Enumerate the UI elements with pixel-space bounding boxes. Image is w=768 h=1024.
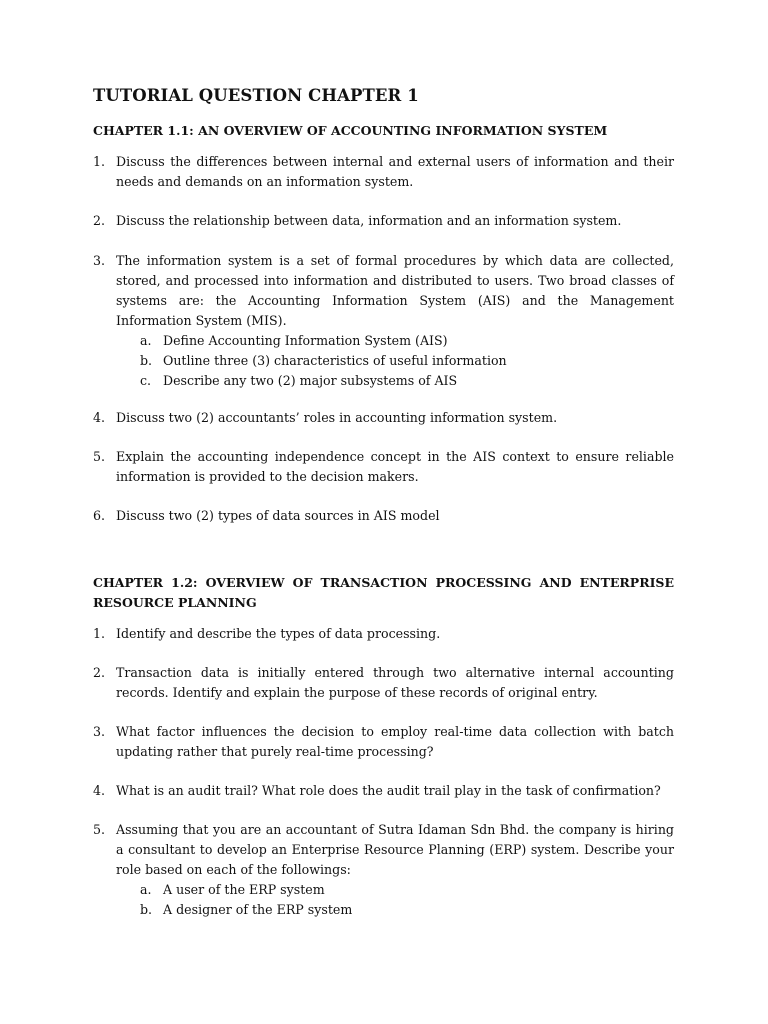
subitem: [116, 351, 674, 371]
question-text: Discuss two (2) types of data sources in AIS model: [116, 508, 440, 523]
subitem-text: Outline three (3) characteristics of useful information: [163, 353, 507, 368]
question-number: 5.: [93, 822, 106, 837]
subitem-text: Define Accounting Information System (AIS): [163, 333, 448, 348]
section-heading-1-2: CHAPTER 1.2: OVERVIEW OF TRANSACTION PROCESSING AND ENTERPRISE RESOURCE PLANNING: [93, 575, 674, 610]
subitem-text: A designer of the ERP system: [163, 902, 353, 917]
subitem-list: [116, 331, 674, 391]
subitem-letter: a.: [140, 882, 152, 897]
question-text: Explain the accounting independence concept in the AIS context to ensure reliable information is provided to the decision makers.: [116, 449, 674, 484]
question-1-2-3: [93, 722, 674, 762]
question-1-1-2: [93, 211, 674, 231]
question-1-1-5: [93, 447, 674, 487]
question-1-1-1: [93, 152, 674, 192]
section-heading-1-1: CHAPTER 1.1: AN OVERVIEW OF ACCOUNTING INFORMATION SYSTEM: [93, 123, 608, 138]
question-text: Identify and describe the types of data processing.: [116, 626, 441, 641]
question-number: 4.: [93, 783, 106, 798]
question-1-2-1: [93, 624, 674, 644]
question-1-2-4: [93, 781, 674, 801]
question-text: Discuss the relationship between data, information and an information system.: [116, 213, 622, 228]
question-number: 6.: [93, 508, 106, 523]
document-title: TUTORIAL QUESTION CHAPTER 1: [93, 86, 419, 105]
question-number: 2.: [93, 213, 106, 228]
question-1-1-3: [93, 251, 674, 391]
subitem: [116, 900, 674, 920]
subitem-text: A user of the ERP system: [163, 882, 325, 897]
question-text: Discuss two (2) accountants’ roles in accounting information system.: [116, 410, 558, 425]
subitem-list: [116, 880, 674, 920]
question-1-1-4: [93, 408, 674, 428]
question-1-2-5: [93, 820, 674, 920]
question-text: The information system is a set of formal procedures by which data are collected, stored, and processed into information and distributed to users. Two broad classes of systems are: the Accounting Information System (AIS) and the Management Information System (MIS).: [116, 253, 674, 328]
subitem: [116, 331, 674, 351]
question-number: 3.: [93, 253, 106, 268]
question-number: 4.: [93, 410, 106, 425]
question-number: 1.: [93, 626, 106, 641]
question-number: 5.: [93, 449, 106, 464]
subitem-letter: c.: [140, 373, 152, 388]
question-text: Transaction data is initially entered through two alternative internal accounting records. Identify and explain the purpose of these records of original entry.: [116, 665, 674, 700]
question-text: Discuss the differences between internal and external users of information and their needs and demands on an information system.: [116, 154, 674, 189]
question-number: 1.: [93, 154, 106, 169]
question-1-1-6: [93, 506, 674, 526]
question-number: 3.: [93, 724, 106, 739]
subitem-letter: a.: [140, 333, 152, 348]
subitem-letter: b.: [140, 902, 153, 917]
subitem-text: Describe any two (2) major subsystems of AIS: [163, 373, 458, 388]
question-text: What factor influences the decision to employ real-time data collection with batch updating rather that purely real-time processing?: [116, 724, 674, 759]
subitem-letter: b.: [140, 353, 153, 368]
question-text: Assuming that you are an accountant of Sutra Idaman Sdn Bhd. the company is hiring a consultant to develop an Enterprise Resource Planning (ERP) system. Describe your role based on each of the followings:: [116, 822, 674, 877]
question-1-2-2: [93, 663, 674, 703]
question-text: What is an audit trail? What role does the audit trail play in the task of confirmation?: [116, 783, 661, 798]
subitem: [116, 880, 674, 900]
question-number: 2.: [93, 665, 106, 680]
subitem: [116, 371, 674, 391]
